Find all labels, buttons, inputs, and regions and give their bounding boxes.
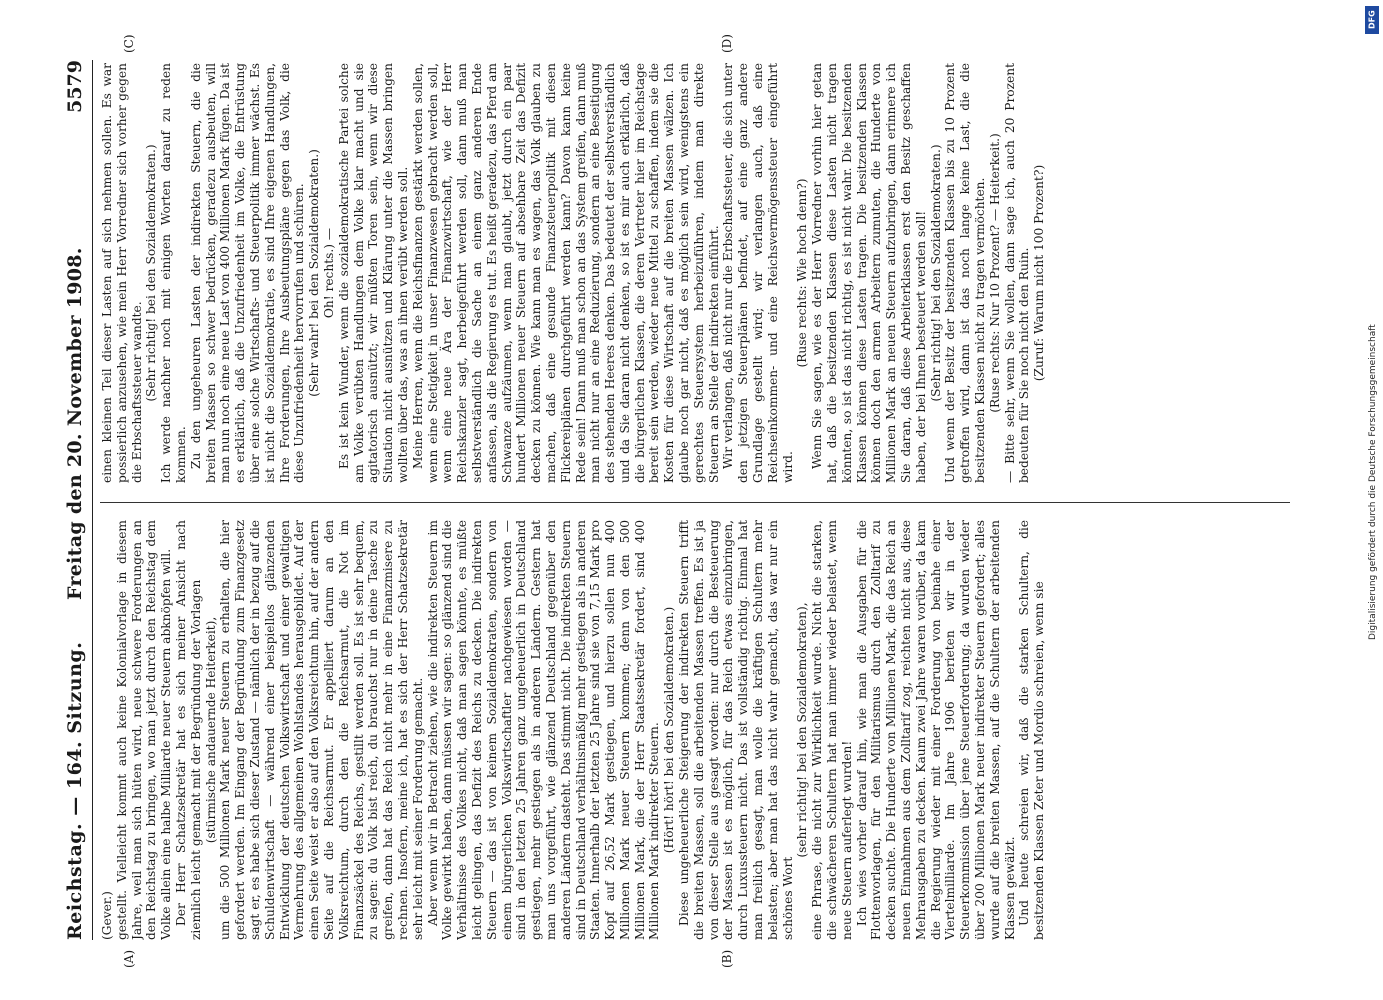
paragraph: um die 500 Millionen Mark neuer Steuern zu erhalten, die hier gefordert werden. Im Eingang der Begründung zum Finanzgesetz sagt er, es habe sich dieser Zustand — nämlich der in bezug auf die Schuldenwirtschaft — während einer beispiellos glänzenden Entwicklung der deutschen Volkswirtschaft und einer gewaltigen Vermehrung des allgemeinen Wohlstandes herausgebildet. Auf der einen Seite weist er also auf den Volksreichtum hin, auf der andern Seite auf die Reichsarmut. Er appelliert darum an den Volksreichtum, durch den die Reichsarmut, die Not im Finanzsäckel des Reichs, gestillt werden soll. Es ist sehr bequem, zu sagen: du Volk bist reich, du brauchst nur in deine Tasche zu greifen, dann hat das Reich nicht mehr in eine Finanzmisere zu rechnen. Insofern, meine ich, hat es sich der Herr Schatzsekretär sehr leicht mit seiner Forderung gemacht. <box>218 520 425 940</box>
paragraph: Aber wenn wir in Betracht ziehen, wie die indirekten Steuern im Volke gewirkt haben, dann müssen wir sagen: so glänzend sind die Verhältnisse des Volkes nicht, daß man sagen könnte, es müßte leicht gelingen, das Defizit des Reichs zu decken. Die indirekten Steuern — das ist von keinem Sozialdemokraten, sondern von einem bürgerlichen Volkswirtschaftler nachgewiesen worden — sind in den letzten 25 Jahren ganz ungeheuerlich in Deutschland gestiegen, mehr gestiegen als in anderen Ländern. Gestern hat man uns vorgeführt, wie glänzend Deutschland gegenüber den anderen Ländern dasteht. Das stimmt nicht. Die indirekten Steuern sind in Deutschland verhältnismäßig mehr gestiegen als in anderen Staaten. Innerhalb der letzten 25 Jahre sind sie von 7,15 Mark pro Kopf auf 26,52 Mark gestiegen, und hierzu sollen nun 400 Millionen Mark neuer Steuern kommen; denn von den 500 Millionen Mark, die der Herr Staatssekretär fordert, sind 400 Millionen Mark indirekter Steuern. <box>425 520 662 940</box>
paragraph: Und wenn der Besitz der besitzenden Klassen bis zu 10 Prozent getroffen wird, dann ist das noch lange keine Last, die die besitzenden Klassen nicht zu tragen vermöchten. <box>943 63 988 483</box>
paragraph: (Hört! hört! bei den Sozialdemokraten.) <box>662 606 677 854</box>
text-column-right <box>100 63 1295 483</box>
paragraph: (Ruse rechts: Wie hoch denn?) <box>795 178 810 368</box>
paragraph: eine Phrase, die nicht zur Wirklichkeit wurde. Nicht die starken, die schwächeren Schultern hat man immer wieder belastet, wenn neue Steuern auferlegt wurden! <box>810 520 854 940</box>
digitization-note <box>1368 40 1380 640</box>
paragraph: Es ist kein Wunder, wenn die sozialdemokratische Partei solche am Volke verübten Handlungen dem Volke klar macht und sie agitatorisch ausnützt; wir müßten Toren sein, wenn wir diese Situation nicht ausnützen und Klärung unter die Massen bringen wollten über das, was an ihnen verübt werden soll. <box>336 63 410 483</box>
paragraph: — Bitte sehr, wenn Sie wollen, dann sage ich, auch 20 Prozent bedeuten für Sie noch nicht den Ruin. <box>1002 63 1032 483</box>
page-number: 5579 <box>64 60 86 113</box>
paragraph: Zu den ungeheuren Lasten der indirekten Steuern, die die breiten Massen so schwer bedrücken, geradezu ausbeuten, will man nun noch eine neue Last von 400 Millionen Mark fügen. Da ist es erklärlich, daß die Unzufriedenheit im Volke, die Entrüstung über eine solche Wirtschafts- und Steuerpolitik immer wächst. Es ist nicht die Sozialdemokratie, es sind Ihre eigenen Handlungen, Ihre Forderungen, Ihre Ausbeutungspläne gegen das Volk, die diese Unzufriedenheit hervorrufen und schüren. <box>188 63 307 483</box>
margin-marker-d: (D) <box>720 34 734 53</box>
paragraph: Meine Herren, wenn die Reichsfinanzen gestärkt werden sollen, wenn eine Stetigkeit in unser Finanzwesen gebracht werden soll, wenn eine neue Ära der Finanzwirtschaft, wie der Herr Reichskanzler sagt, herbeigeführt werden soll, dann muß man selbstverständlich die Sache an einem ganz anderen Ende anfassen, als die Regierung es tut. Es heißt geradezu, das Pferd am Schwanze aufzäumen, wenn man glaubt, jetzt durch ein paar hundert Millionen neuer Steuern auf absehbare Zeit das Defizit decken zu können. Wie kann man es wagen, das Volk glauben zu machen, daß eine gesunde Finanzsteuerpolitik mit diesen Flickereiplänen durchgeführt werden kann? Davon kann keine Rede sein! Dann muß man schon an das System greifen, dann muß man nicht nur an eine Reduzierung, sondern an eine Beseitigung des stehenden Heeres denken. Das bedeutet der selbstverständlich und da Sie daran nicht denken, so ist es mir auch erklärlich, daß die bürgerlichen Klassen, die deren Vertreter hier im Reichstage bereit sein werden, wieder neue Mittel zu schaffen, indem sie die Kosten für diese Wirtschaft auf die breiten Massen wälzen. Ich glaube noch gar nicht, daß es möglich sein wird, wenigstens ein gerechtes Steuersystem herbeizuführen, indem man direkte Steuern an Stelle der indirekten einführt. <box>410 63 721 483</box>
paragraph: Der Herr Schatzsekretär hat es sich meiner Ansicht nach ziemlich leicht gemacht mit der Begründung der Vorlagen <box>173 520 203 940</box>
margin-marker-b: (B) <box>720 949 734 968</box>
paragraph: (Sehr richtig! bei den Sozialdemokraten.) <box>144 144 159 402</box>
paragraph: Ich werde nachher noch mit einigen Worten darauf zu reden kommen. <box>159 63 188 483</box>
paragraph: Ich wies vorher darauf hin, wie man die Ausgaben für die Flottenvorlagen, für den Militarismus durch den Zolltarif zu decken suchte. Die Hunderte von Millionen Mark, die das Reich an neuen Einnahmen aus dem Zolltarif zog, reichten nicht aus, diese Mehrausgaben zu decken. Kaum zwei Jahre waren vorüber, da kam die Regierung wieder mit einer Forderung von beinahe einer Viertelmilliarde. Im Jahre 1906 berieten wir in der Steuerkommission über jene Steuerforderung; da wurden wieder über 200 Millionen Mark neuer indirekter Steuern gefordert; alles wurde auf die breiten Massen, auf die Schultern der arbeitenden Klassen gewälzt. <box>854 520 1017 940</box>
paragraph: (sehr richtig! bei den Sozialdemokraten), <box>795 602 810 858</box>
paragraph: einen kleinen Teil dieser Lasten auf sich nehmen sollen. Es war possierlich anzusehen, wie mein Herr Vorredner sich vorher gegen die Erbschaftssteuer wandte. <box>100 63 144 483</box>
margin-marker-a: (A) <box>122 949 136 968</box>
paragraph: (Ruse rechts: Nur 10 Prozent? — Heiterkeit.) <box>987 133 1002 413</box>
paragraph: Wir verlangen, daß nicht nur die Erbschaftssteuer, die sich unter den jetzigen Steuerplänen befindet, auf eine ganz andere Grundlage gestellt wird; wir verlangen auch, daß eine Reichseinkommen- und eine Reichsvermögenssteuer eingeführt wird. <box>721 63 795 483</box>
column-divider <box>100 502 1290 503</box>
digitization-note-text: Digitalisierung gefördert durch die Deutsche Forschungsgemeinschaft <box>1368 324 1378 640</box>
dfg-logo: DFG <box>1365 6 1379 34</box>
paragraph: (Zuruf: Warum nicht 100 Prozent?) <box>1032 164 1047 382</box>
text-column-left <box>100 520 1295 940</box>
header-date: Freitag den 20. November 1908. <box>64 247 86 600</box>
paragraph: Diese ungeheuerliche Steigerung der indirekten Steuern trifft die breiten Massen, soll die arbeitenden Massen treffen. Es ist ja von dieser Stelle aus gesagt worden: nur durch die Besteuerung der Massen ist es möglich, für das Reich etwas einzubringen, durch Luxussteuern nicht. Das ist vollständig richtig. Einmal hat man freilich gesagt, man wolle die kräftigen Schultern mehr belasten; aber man hat das nicht wahr gemacht, das war nur ein schönes Wort <box>677 520 795 940</box>
margin-marker-c: (C) <box>122 34 136 53</box>
paragraph: Wenn Sie sagen, wie es der Herr Vorredner vorhin hier getan hat, daß die besitzenden Klassen diese Lasten nicht tragen könnten, so ist das nicht richtig, es ist nicht wahr. Die besitzenden Klassen können diese Lasten tragen. Die besitzenden Klassen können doch den armen Arbeitern zumuten, die Hunderte von Millionen Mark an neuen Steuern aufzubringen, dann erinnere ich Sie daran, daß diese Arbeiterklassen erst den Besitz geschaffen haben, der bei Ihnen besteuert werden soll! <box>810 63 928 483</box>
header-session: Reichstag. — 164. Sitzung. <box>64 641 86 940</box>
paragraph: (stürmische andauernde Heiterkeit), <box>203 616 218 844</box>
paragraph: Oh! rechts.) — <box>321 227 336 319</box>
paragraph: Und heute schreien wir, daß die starken Schultern, die besitzenden Klassen Zeter und Mordio schreien, wenn sie <box>1017 520 1047 940</box>
paragraph: gestellt. Vielleicht kommt auch keine Kolonialvorlage in diesem Jahre, weil man sich hüten wird, neue schwere Forderungen an den Reichstag zu bringen, wo man jetzt durch den Reichstag dem Volke allein eine halbe Milliarde neuer Steuern abknöpfen will. <box>114 520 174 940</box>
paragraph: (Sehr wahr! bei den Sozialdemokraten.) <box>307 149 322 397</box>
paragraph: (Gever.) <box>100 891 114 940</box>
paragraph: (Sehr richtig! bei den Sozialdemokraten.) <box>928 144 943 402</box>
page-header <box>62 60 93 940</box>
